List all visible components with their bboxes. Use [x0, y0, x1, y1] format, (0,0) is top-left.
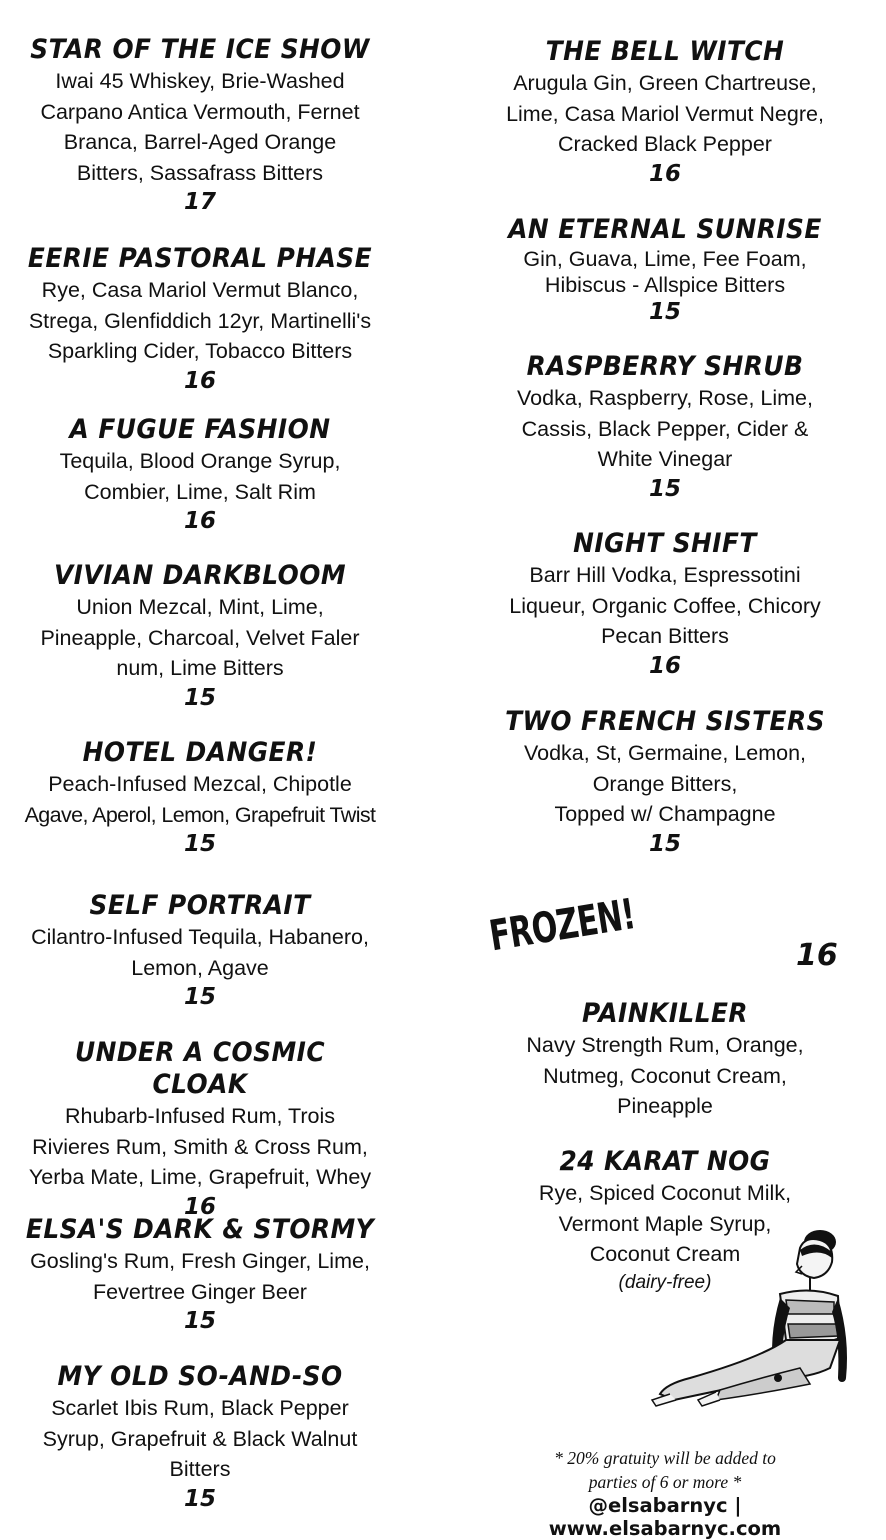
item-price: 16 [648, 160, 681, 187]
menu-item [8, 414, 392, 535]
item-desc-line: Hibiscus - Allspice Bitters [544, 273, 786, 297]
item-name: SELF PORTRAIT [89, 890, 311, 921]
item-desc-line: Liqueur, Organic Coffee, Chicory [509, 593, 821, 618]
item-price: 15 [183, 984, 216, 1010]
item-price: 15 [183, 1308, 216, 1334]
item-desc-line: Combier, Lime, Salt Rim [84, 479, 316, 504]
frozen-section-title: FROZEN! [486, 889, 639, 961]
item-desc-line: Iwai 45 Whiskey, Brie-Washed [55, 69, 345, 93]
item-desc-line: Tequila, Blood Orange Syrup, [59, 449, 341, 473]
contact-line: @elsabarnyc | www.elsabarnyc.com [548, 1494, 782, 1540]
item-name: 24 KARAT NOG [559, 1146, 771, 1177]
item-desc-line: Navy Strength Rum, Orange, [526, 1033, 804, 1057]
item-name: ELSA'S DARK & STORMY [25, 1214, 375, 1245]
item-desc-line: Branca, Barrel-Aged Orange [63, 130, 337, 154]
item-name: STAR OF THE ICE SHOW [30, 34, 370, 65]
item-name: UNDER A COSMIC CLOAK [74, 1037, 326, 1100]
menu-item [8, 890, 392, 1011]
item-desc-line: Lime, Casa Mariol Vermut Negre, [506, 101, 824, 126]
item-desc-line: Pineapple [617, 1094, 713, 1118]
item-name: A FUGUE FASHION [69, 414, 331, 445]
item-price: 16 [183, 508, 216, 534]
item-desc-line: Topped w/ Champagne [554, 802, 776, 826]
item-price: 15 [648, 475, 681, 502]
menu-item [480, 351, 850, 503]
item-desc-line: num, Lime Bitters [116, 656, 284, 680]
item-desc-line: Rye, Casa Mariol Vermut Blanco, [41, 278, 359, 302]
menu-item [8, 1037, 392, 1221]
item-desc-line: Gin, Guava, Lime, Fee Foam, [523, 247, 807, 271]
item-name: THE BELL WITCH [545, 36, 785, 67]
item-desc-line: Peach-Infused Mezcal, Chipotle [48, 772, 352, 796]
item-desc-line: Barr Hill Vodka, Espressotini [529, 563, 801, 587]
item-desc-line: Rivieres Rum, Smith & Cross Rum, [32, 1134, 368, 1159]
item-desc-line: Scarlet Ibis Rum, Black Pepper [51, 1396, 349, 1420]
item-price: 15 [183, 684, 216, 711]
gratuity-line: parties of 6 or more * [588, 1472, 742, 1492]
item-desc-line: Yerba Mate, Lime, Grapefruit, Whey [28, 1165, 372, 1189]
item-desc-line: Orange Bitters, [592, 771, 738, 796]
item-name: VIVIAN DARKBLOOM [53, 560, 347, 591]
item-desc-line: Syrup, Grapefruit & Black Walnut [42, 1426, 358, 1451]
item-price: 15 [183, 831, 216, 857]
item-desc-line: Vodka, St, Germaine, Lemon, [523, 741, 807, 765]
item-desc-line: Agave, Aperol, Lemon, Grapefruit Twist [24, 802, 376, 827]
menu-item [480, 214, 850, 326]
item-desc-line: Sparkling Cider, Tobacco Bitters [47, 339, 353, 363]
item-name: PAINKILLER [581, 998, 749, 1029]
item-desc-line: Strega, Glenfiddich 12yr, Martinelli's [28, 308, 372, 333]
item-price: 15 [648, 830, 681, 857]
item-name: AN ETERNAL SUNRISE [508, 214, 822, 245]
item-name: RASPBERRY SHRUB [526, 351, 804, 382]
item-desc-line: Bitters, Sassafrass Bitters [76, 160, 324, 185]
item-desc-line: Cassis, Black Pepper, Cider & [521, 416, 809, 441]
item-desc-line: Nutmeg, Coconut Cream, [543, 1063, 787, 1088]
menu-item [8, 737, 392, 858]
woman-illustration [650, 1228, 850, 1414]
item-price: 16 [183, 367, 216, 394]
item-desc-line: Arugula Gin, Green Chartreuse, [513, 71, 817, 95]
menu-item [8, 560, 392, 712]
gratuity-note [500, 1446, 830, 1494]
item-desc-line: Carpano Antica Vermouth, Fernet [40, 99, 360, 124]
item-desc-line: Cracked Black Pepper [558, 132, 772, 156]
item-name: NIGHT SHIFT [573, 528, 757, 559]
item-price: 16 [183, 1193, 216, 1220]
item-desc-line: Rhubarb-Infused Rum, Trois [64, 1104, 336, 1128]
item-desc-line: Gosling's Rum, Fresh Ginger, Lime, [30, 1249, 370, 1273]
menu-item [8, 34, 392, 216]
menu-item [8, 243, 392, 395]
item-desc-line: Coconut Cream [589, 1242, 741, 1266]
item-desc-line: Rye, Spiced Coconut Milk, [538, 1181, 792, 1205]
menu-item [480, 706, 850, 858]
item-name: HOTEL DANGER! [82, 737, 318, 768]
item-desc-line: Vermont Maple Syrup, [558, 1211, 772, 1236]
menu-item [8, 1361, 392, 1513]
menu-item [480, 528, 850, 680]
item-price: 16 [648, 652, 681, 679]
item-name: TWO FRENCH SISTERS [505, 706, 825, 737]
dairy-free-note: (dairy-free) [618, 1271, 712, 1293]
item-desc-line: Lemon, Agave [131, 955, 269, 980]
gratuity-line: * 20% gratuity will be added to [554, 1448, 776, 1468]
menu-item [8, 1214, 392, 1335]
item-price: 15 [648, 299, 681, 325]
item-name: EERIE PASTORAL PHASE [27, 243, 373, 274]
item-name: MY OLD SO-AND-SO [57, 1361, 343, 1392]
frozen-price: 16 [796, 938, 838, 973]
item-price: 15 [183, 1485, 216, 1512]
item-desc-line: Pineapple, Charcoal, Velvet Faler [40, 625, 360, 650]
menu-item [480, 36, 850, 188]
item-desc-line: Bitters [169, 1457, 231, 1481]
item-desc-line: Union Mezcal, Mint, Lime, [76, 595, 324, 619]
item-desc-line: Fevertree Ginger Beer [93, 1279, 307, 1304]
item-desc-line: Cilantro-Infused Tequila, Habanero, [31, 925, 369, 949]
frozen-menu-item [480, 998, 850, 1122]
item-desc-line: White Vinegar [597, 447, 733, 471]
item-desc-line: Vodka, Raspberry, Rose, Lime, [517, 386, 813, 410]
item-price: 17 [183, 189, 216, 215]
item-desc-line: Pecan Bitters [601, 624, 729, 648]
